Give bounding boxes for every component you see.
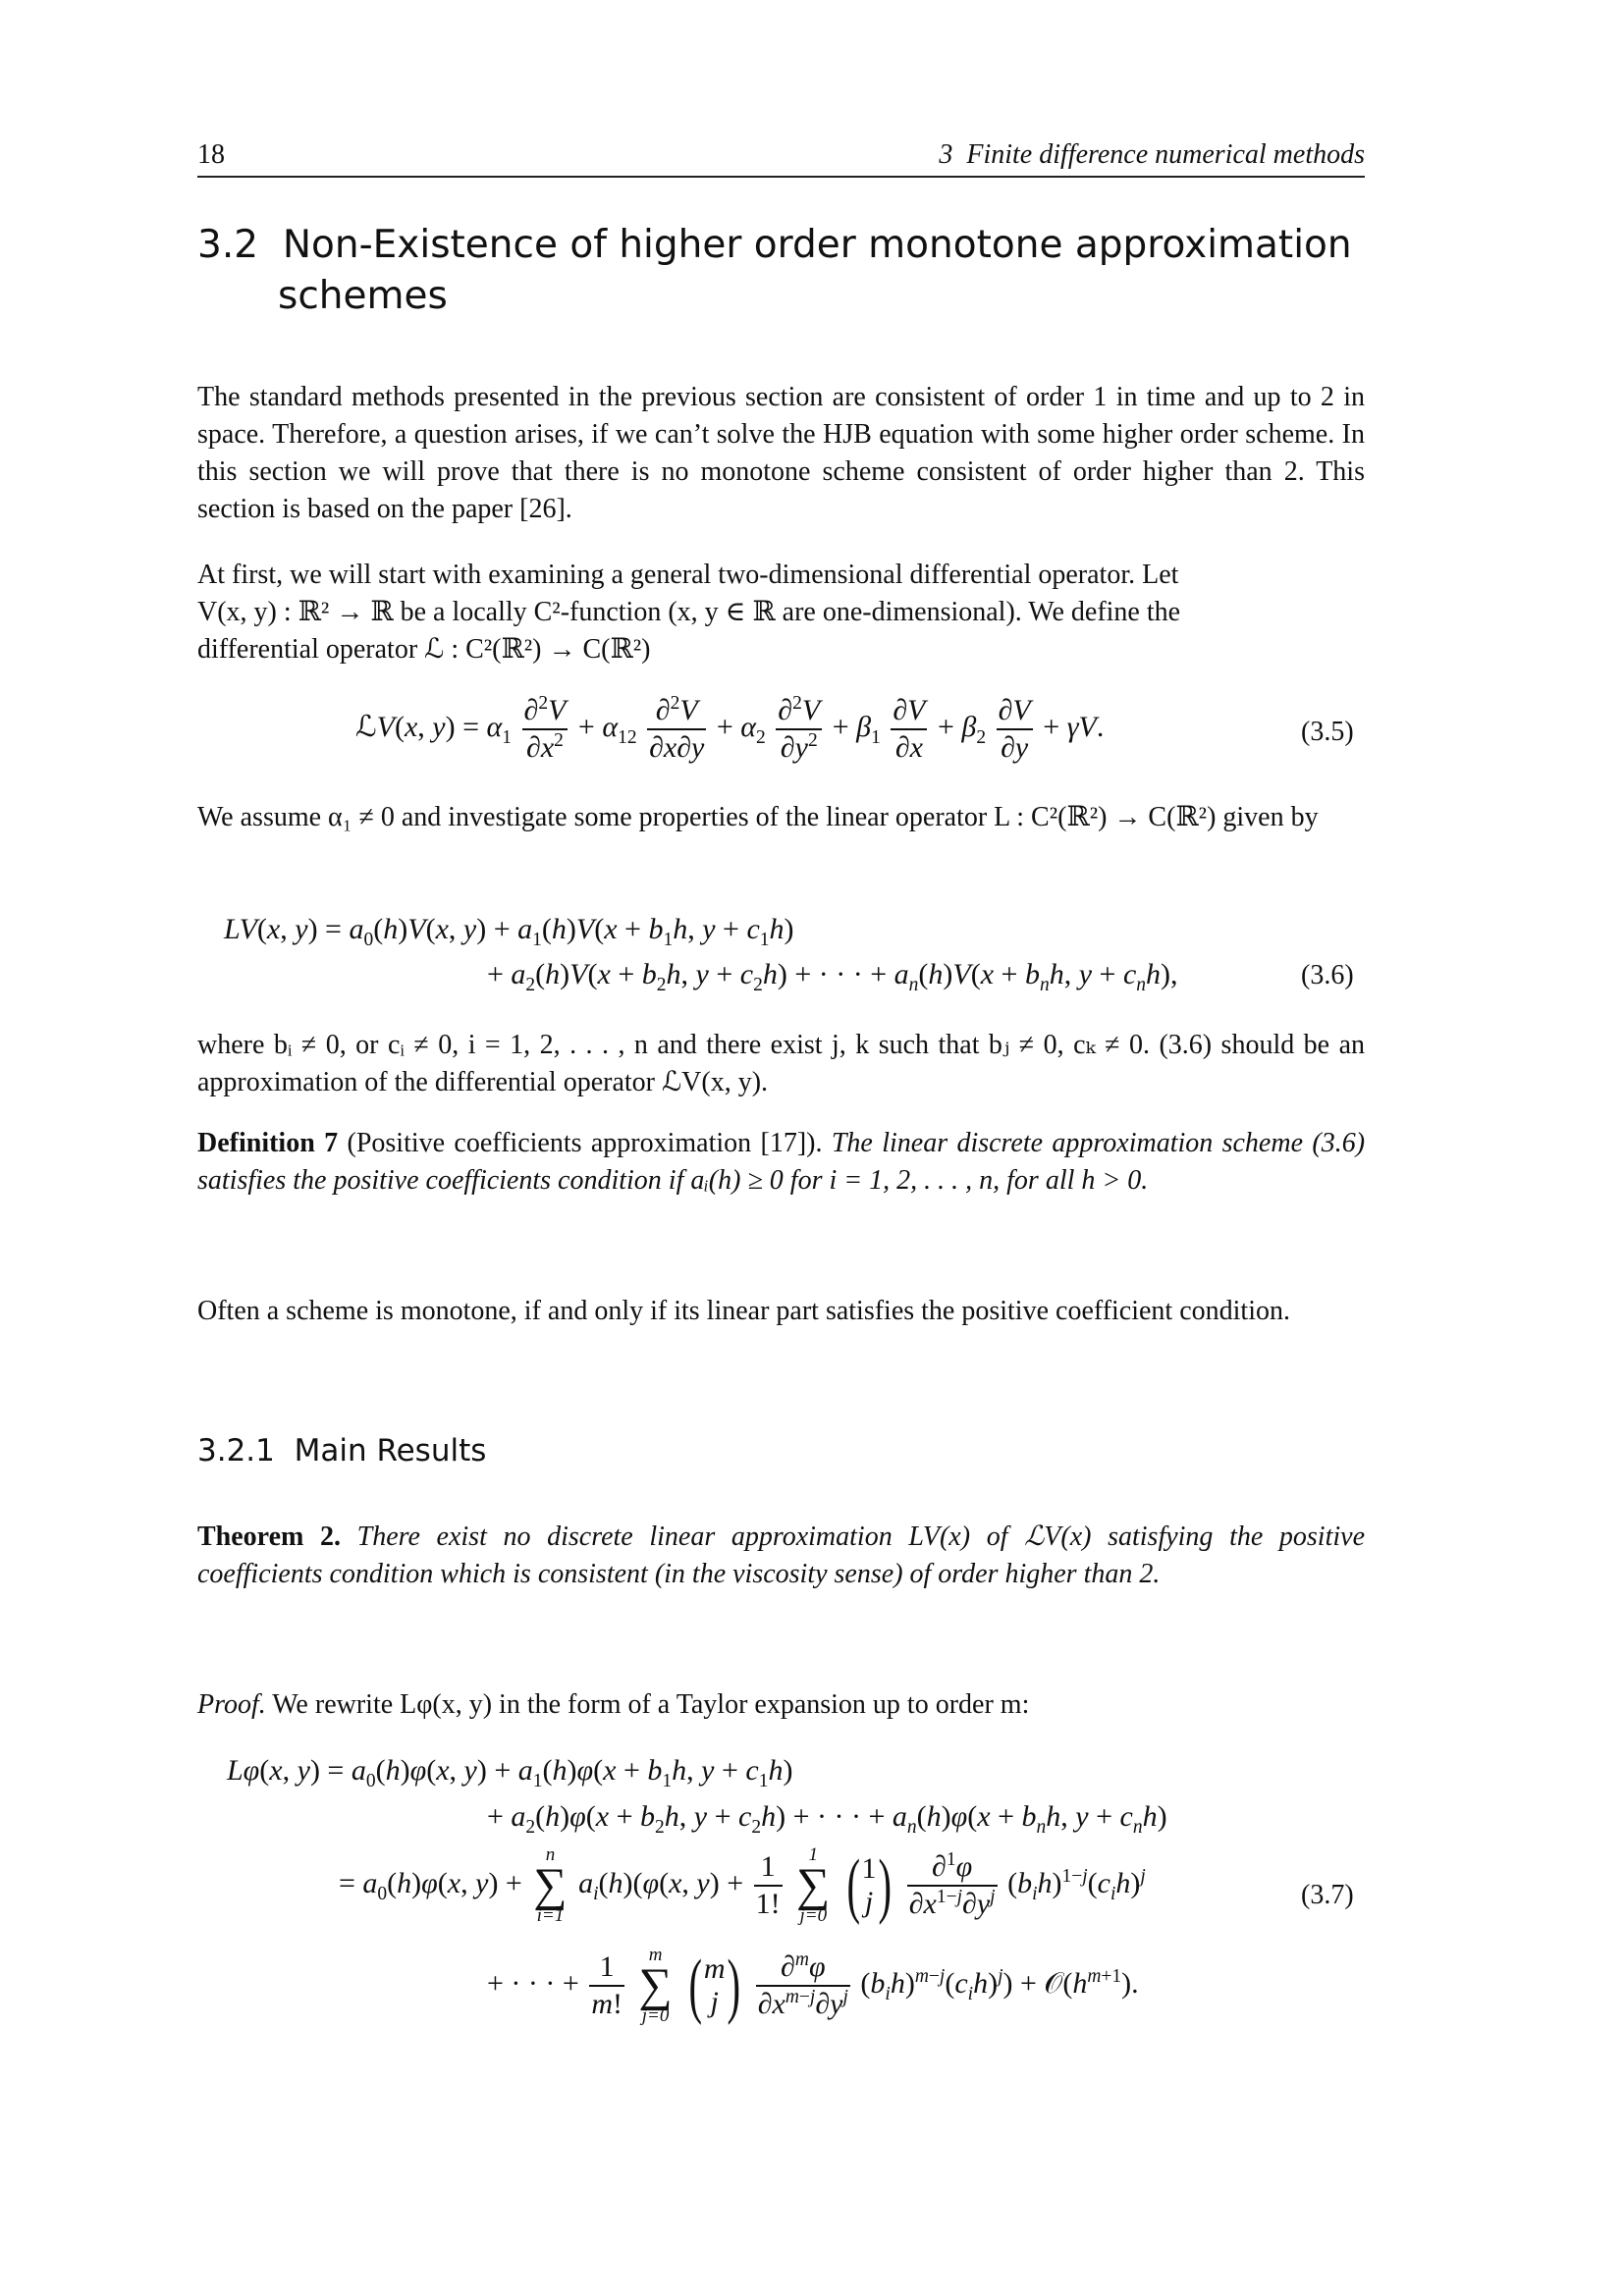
equation-number-3-5: (3.5) [1301,717,1354,747]
proof-body: We rewrite Lφ(x, y) in the form of a Taylor expansion up to order m: [272,1689,1030,1720]
paragraph-monotone: Often a scheme is monotone, if and only if its linear part satisfies the positive coefficient condition. [197,1296,1290,1326]
running-title: 3 Finite difference numerical methods [939,139,1365,170]
equation-3-7-line1: Lφ(x, $y) = a_0(h)\varphi(x$, $y) + a_1(h)\varphi(x + b_1h$, $y + c_1h$) [227,1754,793,1791]
paragraph-conditions: where bᵢ ≠ 0, or cᵢ ≠ 0, i = 1, 2, . . . , n and there exist j, k such that bⱼ ≠ 0, cₖ ≠ 0. (3.6) should be an approximation of the differential operator ℒV(x, y). [197,1030,1365,1097]
paragraph-linear-operator: We assume α₁ ≠ 0 and investigate some properties of the linear operator L : C²(ℝ²) → C(ℝ²) given by [197,802,1319,832]
paragraph-operator-line2: V(x, y) : ℝ² → ℝ be a locally C²-function (x, y ∈ ℝ are one-dimensional). We define the [197,597,1181,627]
equation-3-7-line4: + · · · + $\frac{1}{m!}$ m ∑ j=0 ( m j ) $\frac{\partial^m\varphi}{\partial x^{m-j}\partial y^j}$ $(b_ih)^{m-j}(c_ih)^j$) + $𝒪(h^{m+1})$. [487,1945,1139,2026]
equation-number-3-7: (3.7) [1301,1880,1354,1910]
definition-label: Definition 7 [197,1128,339,1158]
equation-3-6-line1: LV(x, $y) = a_0(h)V(x$, $y) + a_1(h)V(x + b_1h$, $y + c_1h$) [224,913,794,950]
theorem-body: There exist no discrete linear approximation LV(x) of ℒV(x) satisfying the positive coefficients condition which is consistent (in the viscosity sense) of order higher than 2. [197,1522,1365,1589]
equation-3-7-line3: = $a_0(h)\varphi(x$, y) + n ∑ i=1 $a_i(h)(\varphi(x$, y) + $\frac{1}{1!}$ 1 ∑ j=0 ( 1 j ) $\frac{\partial^1\varphi}{\partial x^{1-j}\partial y^j}$ $(b_ih)^{1-j}(c_ih)^j$ [339,1844,1146,1926]
definition-body: The linear discrete approximation scheme (3.6) satisfies the positive coefficients condition if aᵢ(h) ≥ 0 for i = 1, 2, . . . , n, for all h > 0. [197,1128,1366,1196]
proof-label: Proof. [197,1689,266,1720]
proof-intro [197,1686,1365,1724]
subsection-title: 3.2.1 Main Results [197,1433,487,1468]
section-title-line2: schemes [278,274,448,318]
equation-3-6-line2: + $a_2(h)V(x + b_2h$, $y + c_2h$) + · · · + $a_n(h)V(x + b_nh$, $y + c_nh$), [487,958,1178,995]
equation-number-3-6: (3.6) [1301,960,1354,990]
equation-3-5: ℒV(x, $y) = \alpha_1$ $\frac{\partial^2V}{\partial x^2}$ + $\alpha_{12}$ $\frac{\partial^2V}{\partial x\partial y}$ + $\alpha_2$ $\frac{\partial^2V}{\partial y^2}$ + $\beta_1$ $\frac{\partial V}{\partial x}$ + $\beta_2$ $\frac{\partial V}{\partial y}$ + γV. [355,693,1105,764]
paragraph-operator-line3: differential operator ℒ : C²(ℝ²) → C(ℝ²) [197,634,651,665]
section-title [197,220,1352,322]
paragraph-intro: The standard methods presented in the previous section are consistent of order 1 in time and up to 2 in space. Therefore, a question arises, if we can’t solve the HJB equation with some higher order scheme. In this section we will prove that there is no monotone scheme consistent of order higher than 2. This section is based on the paper [26]. [197,382,1365,524]
section-title-line1: 3.2 Non-Existence of higher order monotone approximation [197,223,1352,267]
equation-3-7-line2: + $a_2(h)\varphi(x + b_2h$, $y + c_2h$) + · · · + $a_n(h)\varphi(x + b_nh$, $y + c_nh$) [487,1800,1167,1838]
theorem-2 [197,1519,1365,1593]
page-number: 18 [197,139,225,170]
header-rule [197,176,1365,178]
paragraph-operator-line1: At first, we will start with examining a general two-dimensional differential operator. Let [197,560,1179,590]
definition-7 [197,1125,1365,1200]
theorem-label: Theorem 2. [197,1522,341,1552]
definition-title: (Positive coefficients approximation [17]). [347,1128,823,1158]
paragraph-operator [197,557,1365,668]
